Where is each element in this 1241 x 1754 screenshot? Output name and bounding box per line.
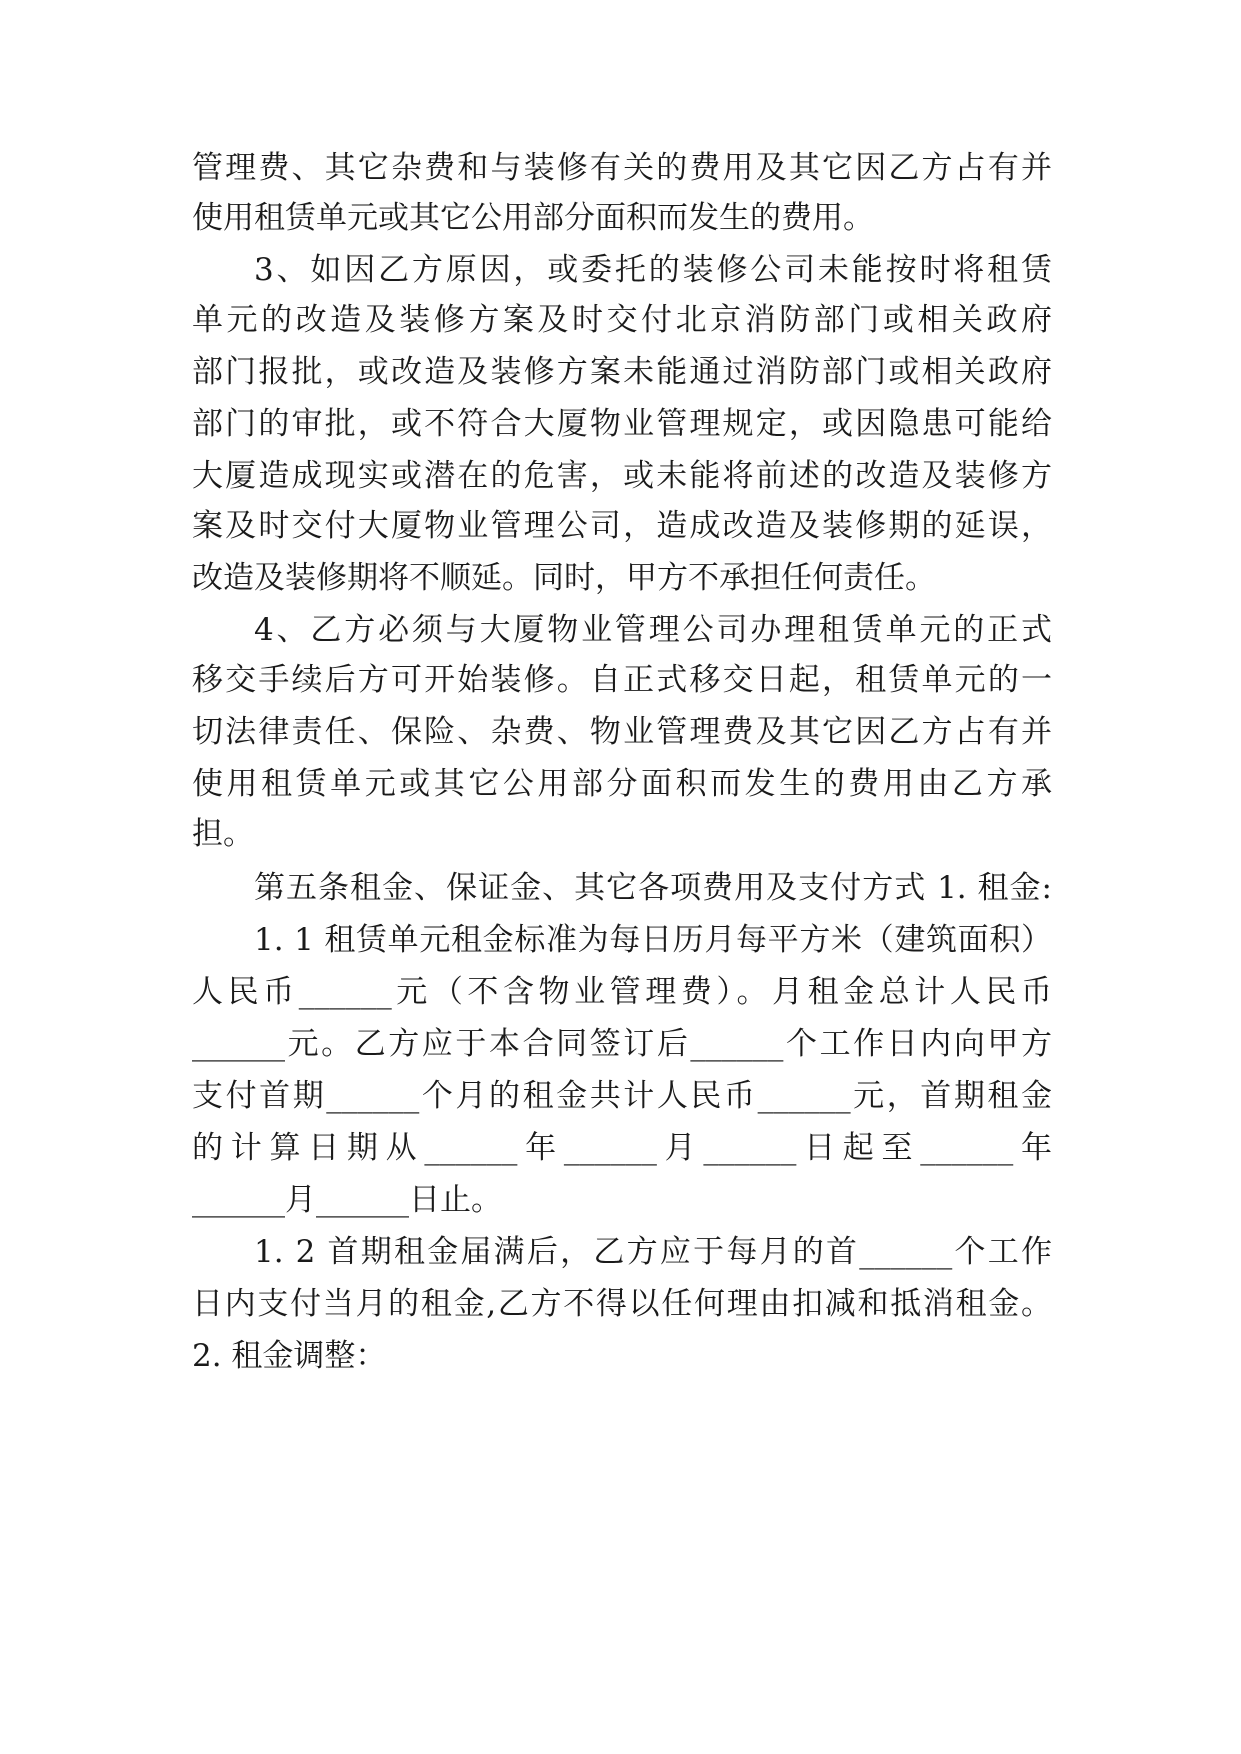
text-line: 使用租赁单元或其它公用部分面积而发生的费用。 bbox=[192, 200, 874, 236]
text-line: 日内支付当月的租金,乙方不得以任何理由扣减和抵消租金。 bbox=[192, 1286, 1052, 1322]
text-line: ______元。乙方应于本合同签订后______个工作日内向甲方 bbox=[192, 1026, 1052, 1062]
text-line: 人民币______元（不含物业管理费）。月租金总计人民币 bbox=[192, 974, 1052, 1010]
text-line: 大厦造成现实或潜在的危害，或未能将前述的改造及装修方 bbox=[192, 458, 1052, 494]
text-line: 案及时交付大厦物业管理公司，造成改造及装修期的延误， bbox=[192, 508, 1052, 544]
text-line: ______月______日止。 bbox=[192, 1182, 502, 1218]
text-line: 部门的审批，或不符合大厦物业管理规定，或因隐患可能给 bbox=[192, 406, 1052, 442]
text-line: 1. 2 首期租金届满后，乙方应于每月的首______个工作 bbox=[254, 1234, 1052, 1270]
text-line: 使用租赁单元或其它公用部分面积而发生的费用由乙方承 bbox=[192, 766, 1052, 802]
text-line: 部门报批，或改造及装修方案未能通过消防部门或相关政府 bbox=[192, 354, 1052, 390]
text-line: 第五条租金、保证金、其它各项费用及支付方式 1. 租金: bbox=[254, 870, 1052, 906]
text-line: 管理费、其它杂费和与装修有关的费用及其它因乙方占有并 bbox=[192, 150, 1052, 186]
text-line: 4、乙方必须与大厦物业管理公司办理租赁单元的正式 bbox=[254, 612, 1052, 648]
text-line: 2. 租金调整： bbox=[192, 1338, 387, 1374]
text-line: 单元的改造及装修方案及时交付北京消防部门或相关政府 bbox=[192, 302, 1052, 338]
text-line: 切法律责任、保险、杂费、物业管理费及其它因乙方占有并 bbox=[192, 714, 1052, 750]
text-line: 担。 bbox=[192, 816, 254, 852]
text-line: 改造及装修期将不顺延。同时，甲方不承担任何责任。 bbox=[192, 560, 936, 596]
text-line: 1. 1 租赁单元租金标准为每日历月每平方米（建筑面积） bbox=[254, 922, 1052, 958]
text-line: 的计算日期从______年______月______日起至______年 bbox=[192, 1130, 1052, 1166]
text-line: 移交手续后方可开始装修。自正式移交日起，租赁单元的一 bbox=[192, 662, 1052, 698]
text-line: 支付首期______个月的租金共计人民币______元，首期租金 bbox=[192, 1078, 1052, 1114]
text-line: 3、如因乙方原因，或委托的装修公司未能按时将租赁 bbox=[254, 252, 1052, 288]
